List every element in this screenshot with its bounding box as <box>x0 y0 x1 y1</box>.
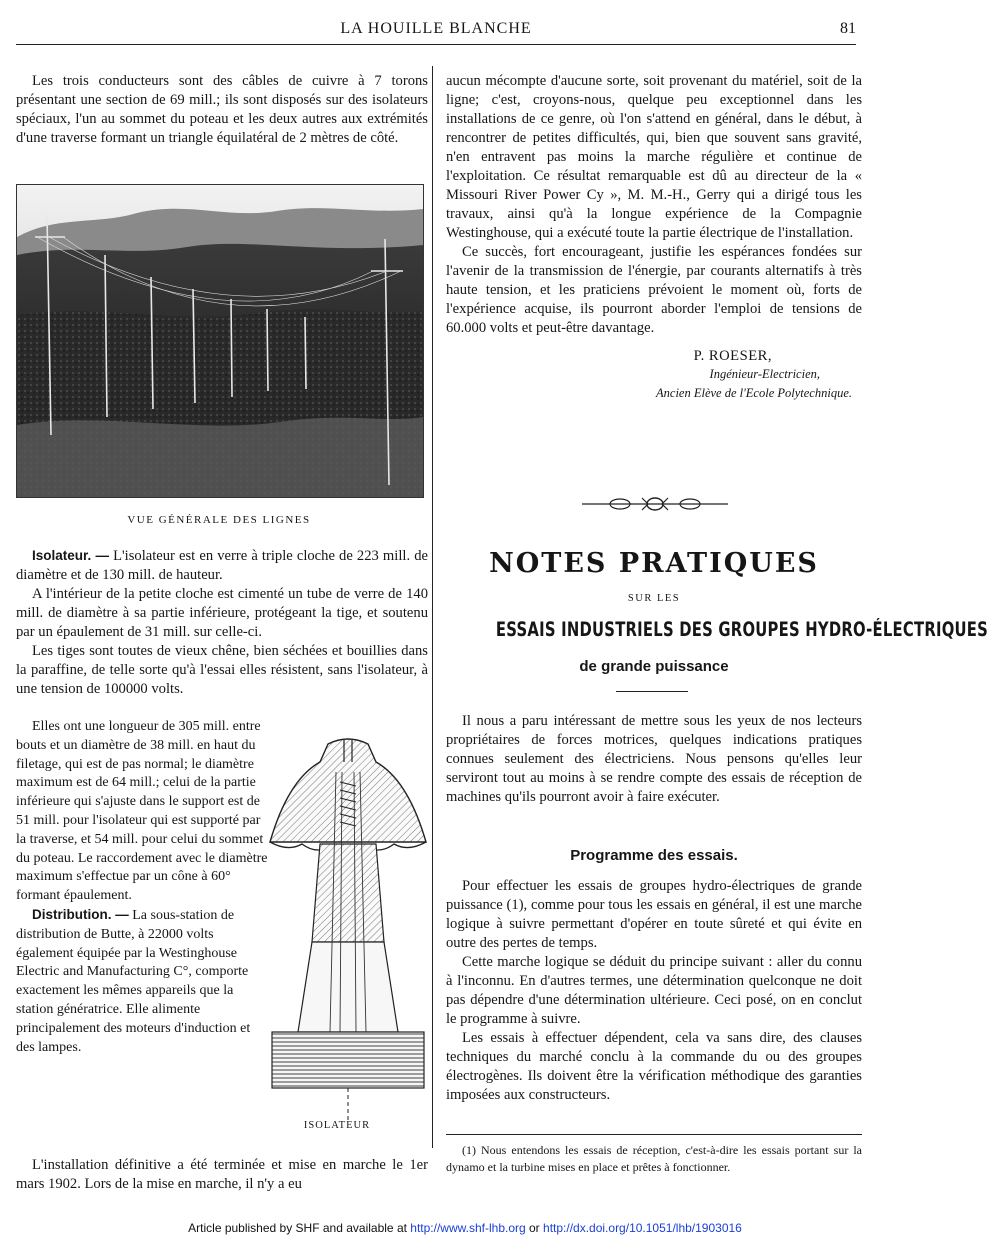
paragraph-installation: L'installation définitive a été terminée et mise en marche le 1er mars 1902. Lors de la mise en marche, il n'y a eu <box>16 1157 428 1192</box>
installation-section <box>16 1156 428 1194</box>
paragraph-conducteurs: Les trois conducteurs sont des câbles de cuivre à 7 torons présentant une section de 69 mill.; ils sont disposés sur des isolateurs spéciaux, l'un au sommet du poteau et les deux autres aux extrémités d'une traverse formant un triangle équilatéral de 2 mètres de côté. <box>16 73 428 146</box>
paragraph-succes: Ce succès, fort encourageant, justifie les espérances fondées sur l'avenir de la transmission de l'énergie, par courants alternatifs à très haute tension, et les praticiens prévoient le moment où, forts de l'expérience acquise, ils pourront aborder l'emploi de tensions de 60.000 volts et peut-être davantage. <box>446 244 862 336</box>
page-number: 81 <box>840 20 856 37</box>
paragraph-tiges: Les tiges sont toutes de vieux chêne, bien séchées et bouillies dans la paraffine, de telle sorte qu'à l'essai elles résistent, sans l'isolateur, à une tension de 100000 volts. <box>16 643 428 697</box>
footnote <box>446 1142 862 1175</box>
isolateur-section <box>16 546 428 699</box>
paragraph-intro: Il nous a paru intéressant de mettre sous les yeux de nos lecteurs propriétaires de forces motrices, quelques indications pratiques connues seulement des électriciens. Nous pensons qu'elles leur serviront tout au moins à se rendre compte des essais de réception de machines qu'ils pourront avoir à faire exécuter. <box>446 713 862 805</box>
landscape-photo-icon <box>16 184 424 498</box>
signature-school: Ancien Elève de l'Ecole Polytechnique. <box>656 386 852 400</box>
shf-link[interactable]: http://www.shf-lhb.org <box>410 1221 526 1235</box>
runin-distribution: Distribution. — <box>32 906 129 922</box>
section-title: NOTES PRATIQUES <box>489 548 819 579</box>
paragraph-continuation: aucun mécompte d'aucune sorte, soit provenant du matériel, soit de la ligne; c'est, croyons-nous, quelque peu exceptionnel dans les installations de ce genre, où l'on s'attend en général, dans le début, à rencontrer de petites difficultés, qui, bien que souvent sans gravité, n'en entravent pas moins la marche régulière et continue de l'exploitation. Ce résultat remarquable est dû au directeur de la « Missouri River Power Cy », M. M.-H., Gerry qui a dirigé tous les travaux, ainsi qu'à la longue expérience de la Compagnie Westinghouse, qui a exécuté toute la partie électrique de l'installation. <box>446 73 862 241</box>
footnote-rule <box>446 1134 862 1135</box>
paragraph-programme-2: Cette marche logique se déduit du principe suivant : aller du connu à l'inconnu. En d'autres termes, une détermination quelconque ne doit pas dépendre d'une détermination ultérieure. Ceci posé, on en conclut le programme à suivre. <box>446 954 862 1027</box>
paragraph-interieur: A l'intérieur de la petite cloche est cimenté un tube de verre de 140 mill. de diamètre à sa partie inférieure, protégeant la tige, et soutenu par un épaulement de 31 mill. sur celle-ci. <box>16 586 428 640</box>
running-header <box>16 16 856 45</box>
doi-link[interactable]: http://dx.doi.org/10.1051/lhb/1903016 <box>543 1221 742 1235</box>
section-tagline: de grande puissance <box>579 658 729 675</box>
insulator-caption: ISOLATEUR <box>303 1120 371 1131</box>
running-title: LA HOUILLE BLANCHE <box>340 20 532 37</box>
notes-intro <box>446 712 862 807</box>
left-column-intro <box>16 72 428 148</box>
distribution-text: La sous-station de distribution de Butte, à 22000 volts également équipée par la Westinghouse Electric and Manufacturing C°, comporte exactement les mêmes appareils que la station génératrice. Elle alimente principalement des moteurs d'induction et des lampes. <box>16 907 251 1055</box>
isolateur-text: L'isolateur est en verre à triple cloche de 223 mill. de diamètre et de 130 mill. de hauteur. <box>16 548 428 583</box>
paragraph-longueur: Elles ont une longueur de 305 mill. entre bouts et un diamètre de 38 mill. en haut du filetage, qui est de pas normal; le diamètre maximum est de 64 mill.; celui de la partie inférieure qui s'ajuste dans le support est de 51 mill. pour l'isolateur qui est supporté par la traverse, et 54 mill. pour celui du sommet du poteau. Le raccordement avec le diamètre maximum s'effectue par un cône à 60° formant épaulement. <box>16 719 268 904</box>
credit-line <box>0 1221 930 1235</box>
insulator-wrap <box>16 718 428 1148</box>
paragraph-isolateur <box>16 546 428 585</box>
section-subtitle: ESSAIS INDUSTRIELS DES GROUPES HYDRO-ÉLECTRIQUES <box>495 618 988 641</box>
runin-isolateur: Isolateur. — <box>32 548 109 563</box>
signature-name: P. ROESER, <box>693 348 772 364</box>
paragraph-programme-3: Les essais à effectuer dépendent, cela va sans dire, des clauses techniques du marché conclu à la commande du ou des groupes électrogènes. Ils doivent être la vérification méthodique des garanties imposées aux constructeurs. <box>446 1030 862 1103</box>
programme-heading: Programme des essais. <box>570 847 738 864</box>
programme-section <box>446 877 862 1105</box>
right-column-top <box>446 72 862 403</box>
ornament-divider-icon <box>580 494 730 514</box>
paragraph-programme-1: Pour effectuer les essais de groupes hydro-électriques de grande puissance (1), comme pour tous les essais en général, il est une marche logique à suivre permettant d'opérer en toute sûreté et qui évite en outre des pertes de temps. <box>446 878 862 951</box>
credit-middle: or <box>525 1221 544 1235</box>
insulator-drawing-icon <box>258 732 438 1132</box>
footnote-text: (1) Nous entendons les essais de réception, c'est-à-dire les essais portant sur la dynamo et la turbine mises en place et prêtes à fonctionner. <box>446 1143 862 1174</box>
section-sur: SUR LES <box>627 593 681 604</box>
credit-prefix: Article published by SHF and available at <box>188 1221 411 1235</box>
photo-caption: VUE GÉNÉRALE DES LIGNES <box>127 514 311 526</box>
paragraph-distribution <box>16 906 268 1057</box>
signature-title: Ingénieur-Electricien, <box>709 367 820 381</box>
narrow-text-column <box>16 718 268 1057</box>
short-rule <box>616 691 688 692</box>
